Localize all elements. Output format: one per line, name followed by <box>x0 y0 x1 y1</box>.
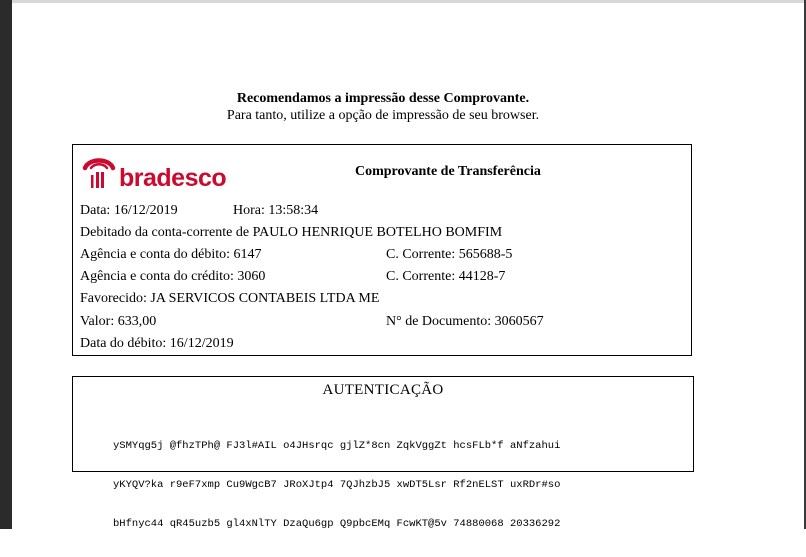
debit-agency: Agência e conta do débito: 6147 <box>80 247 262 262</box>
credit-agency: Agência e conta do crédito: 3060 <box>80 269 266 284</box>
bradesco-logo <box>81 153 231 191</box>
viewer-top-edge <box>12 0 804 3</box>
document-number: N° de Documento: 3060567 <box>386 314 544 329</box>
transfer-receipt <box>72 144 692 356</box>
authentication-line: bHfnyc44 qR45uzb5 gl4xNlTY DzaQu6gp Q9pbcEMq FcwKT@5v 74880068 20336292 <box>113 518 561 530</box>
authentication-code <box>113 414 560 557</box>
receipt-date: Data: 16/12/2019 <box>80 203 178 218</box>
bradesco-logo-text: bradesco <box>119 164 227 192</box>
payee: Favorecido: JA SERVICOS CONTABEIS LTDA ME <box>80 291 380 306</box>
print-recommendation <box>72 90 694 124</box>
authentication-box <box>72 376 694 530</box>
recommend-heading: Recomendamos a impressão desse Comprovante. <box>236 91 530 106</box>
authentication-line: yKYQV?ka r9eF7xmp Cu9WgcB7 JRoXJtp4 7QJhzbJ5 xwDT5Lsr Rf2nELST uxRDr#so <box>113 479 561 491</box>
debit-account: C. Corrente: 565688-5 <box>386 247 513 262</box>
receipt-time: Hora: 13:58:34 <box>233 203 319 218</box>
receipt-title: Comprovante de Transferência <box>355 164 541 179</box>
bradesco-tree-icon <box>81 153 117 191</box>
amount: Valor: 633,00 <box>80 314 157 329</box>
credit-account: C. Corrente: 44128-7 <box>386 269 506 284</box>
authentication-title: AUTENTICAÇÃO <box>322 382 444 398</box>
recommend-subtext: Para tanto, utilize a opção de impressão de seu browser. <box>226 108 540 123</box>
debited-from: Debitado da conta-corrente de PAULO HENRIQUE BOTELHO BOMFIM <box>80 225 503 240</box>
authentication-line: ySMYqg5j @fhzTPh@ FJ3l#AIL o4JHsrqc gjlZ*8cn ZqkVggZt hcsFLb*f aNfzahui <box>113 440 561 452</box>
viewer-left-edge <box>0 0 12 529</box>
debit-date: Data do débito: 16/12/2019 <box>80 336 234 351</box>
